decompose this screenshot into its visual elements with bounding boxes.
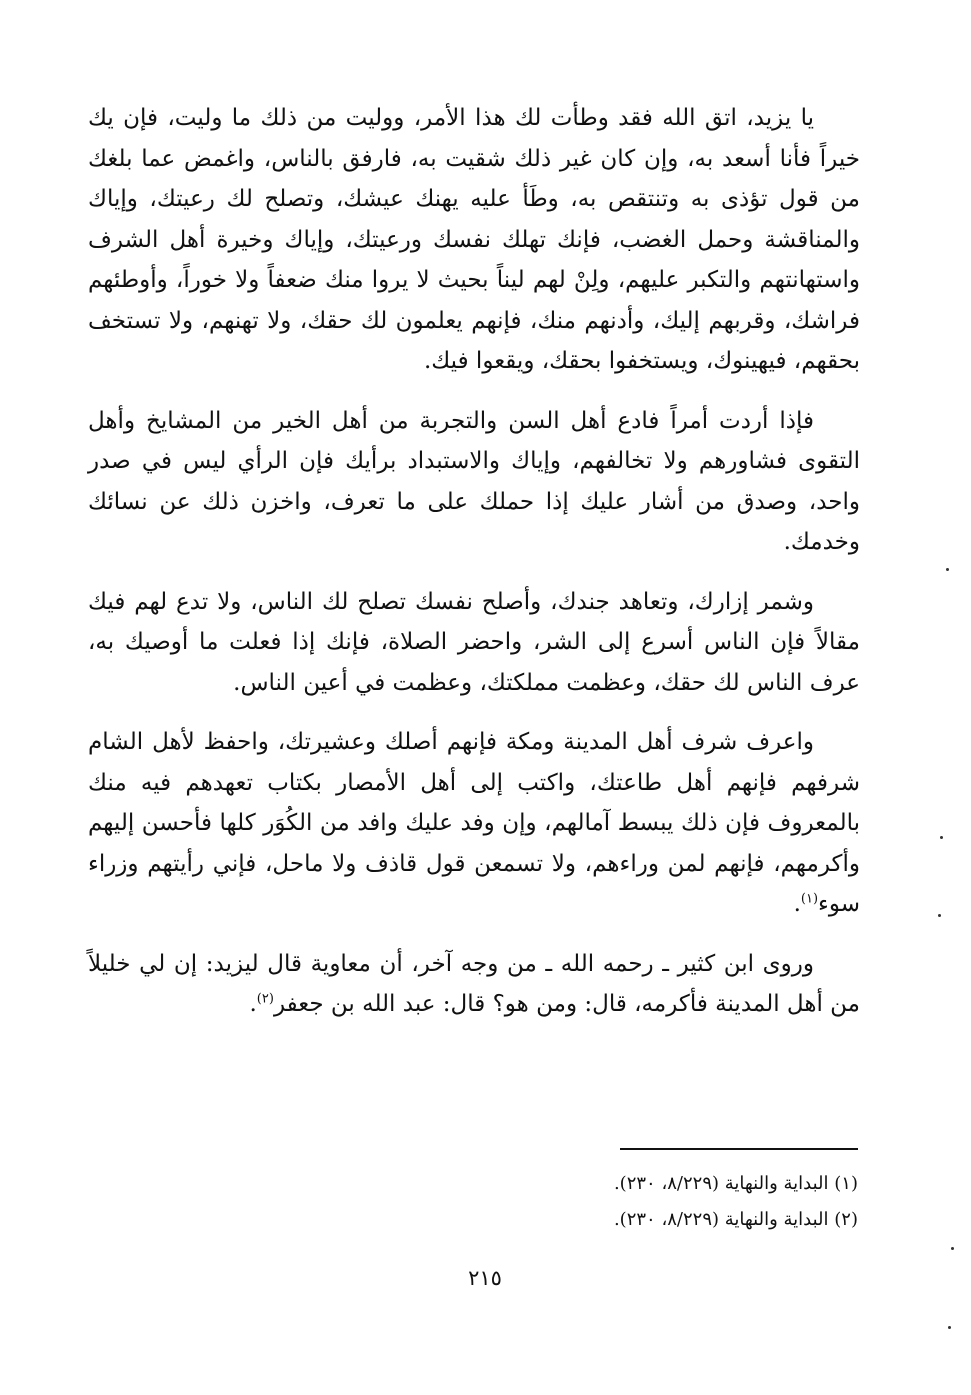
footnote-1: (١) البداية والنهاية (٨/٢٢٩، ٢٣٠). [613,1173,858,1194]
footnote-2: (٢) البداية والنهاية (٨/٢٢٩، ٢٣٠). [613,1209,858,1230]
page-number: ٢١٥ [468,1266,502,1290]
paragraph-5 [88,944,860,1025]
footnote-ref-1: (١) [800,891,819,907]
footnote-ref-2: (٢) [256,991,274,1007]
paragraph-2: فإذا أردت أمراً فادع أهل السن والتجربة من أهل الخير من المشايخ وأهل التقوى فشاورهم ولا تخالفهم، وإياك والاستبداد برأيك فإن الرأي ليس في صدر واحد، وصدق من أشار عليك إذا حملك على ما تعرف، واخزن ذلك عن نسائك وخدمك. [88,407,860,555]
scan-speck [940,836,943,839]
footnotes [420,1166,858,1238]
paragraph-3: وشمر إزارك، وتعاهد جندك، وأصلح نفسك تصلح لك الناس، ولا تدع لهم فيك مقالاً فإن الناس أسرع إلى الشر، واحضر الصلاة، فإنك إذا فعلت ما أوصيك به، عرف الناس لك حقك، وعظمت مملكتك، وعظمت في أعين الناس. [88,588,860,696]
paragraph-5-end: . [249,991,257,1017]
scan-speck [951,1247,954,1250]
paragraph-4-end: . [793,891,801,917]
footnote-divider [620,1148,858,1150]
paragraph-4 [88,722,860,925]
scan-speck [948,1326,951,1329]
paragraph-5-text: وروى ابن كثير ـ رحمه الله ـ من وجه آخر، أن معاوية قال ليزيد: إن لي خليلاً من أهل المدينة فأكرمه، قال: ومن هو؟ قال: عبد الله بن جعفر [88,950,860,1017]
scan-speck [938,914,941,917]
paragraph-1: يا يزيد، اتق الله فقد وطأت لك هذا الأمر، ووليت من ذلك ما وليت، فإن يك خيراً فأنا أسعد به، وإن كان غير ذلك شقيت به، فارفق بالناس، واغمض عما بلغك من قول تؤذى به وتنتقص به، وطَأ عليه يهنك عيشك، وتصلح لك رعيتك، وإياك والمناقشة وحمل الغضب، فإنك تهلك نفسك ورعيتك، وإياك وخيرة أهل الشرف واستهانتهم والتكبر عليهم، ولِنْ لهم ليناً بحيث لا يروا منك ضعفاً ولا خوراً، وأوطئهم فراشك، وقربهم إليك، وأدنهم منك، فإنهم يعلمون لك حقك، ولا تهنهم، ولا تستخف بحقهم، فيهينوك، ويستخفوا بحقك، ويقعوا فيك. [88,105,860,374]
main-text [88,98,860,1044]
scan-speck [946,568,949,571]
paragraph-4-text: واعرف شرف أهل المدينة ومكة فإنهم أصلك وعشيرتك، واحفظ لأهل الشام شرفهم فإنهم أهل طاعتك، واكتب إلى أهل الأمصار بكتاب تعهدهم فيه منك بالمعروف فإن ذلك يبسط آمالهم، وإن وفد عليك وافد من الكُوَر كلها فأحسن إليهم وأكرمهم، فإنهم لمن وراءهم، ولا تسمعن قول قاذف ولا ماحل، فإني رأيتهم وزراء سوء [88,729,860,917]
